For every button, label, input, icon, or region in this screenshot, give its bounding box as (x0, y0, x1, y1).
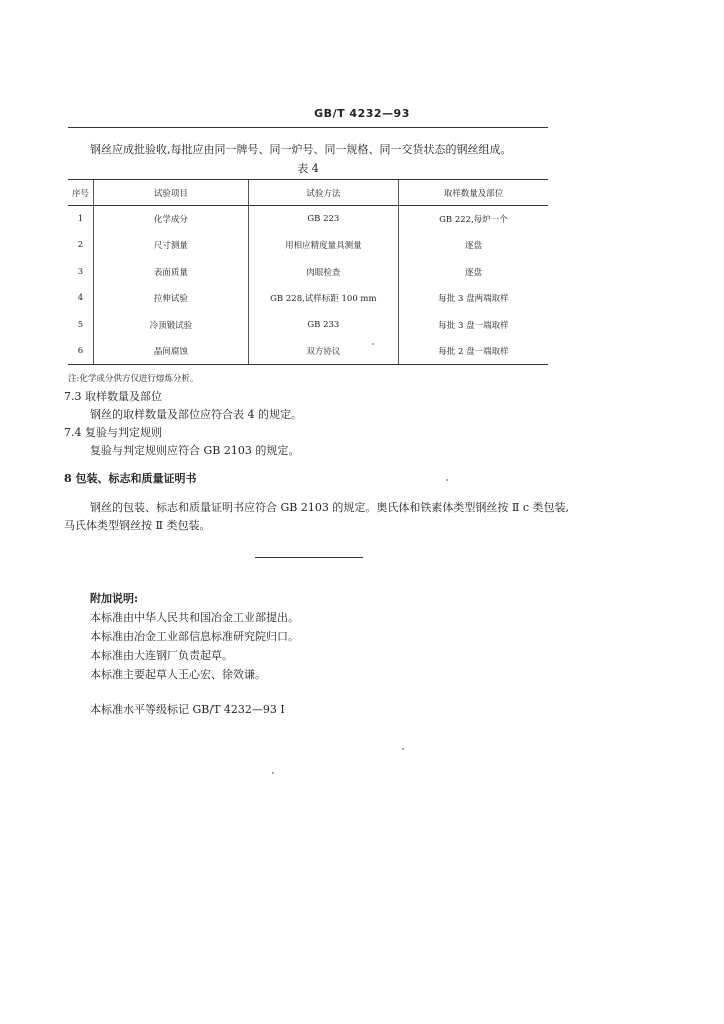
col-header-sampling: 取样数量及部位 (398, 180, 548, 206)
table-caption: 表 4 (297, 162, 319, 175)
cell-test-item: 表面质量 (93, 259, 248, 286)
scan-speck (272, 772, 274, 774)
table-row (68, 312, 548, 339)
appendix-line: 本标准由冶金工业部信息标准研究院归口。 (90, 630, 299, 643)
table-row (68, 232, 548, 259)
table-row (68, 259, 548, 286)
section-7-4-title: 7.4 复验与判定规则 (64, 426, 162, 439)
appendix-line: 本标准由大连钢厂负责起草。 (90, 649, 233, 662)
cell-test-method: 肉眼检查 (248, 259, 398, 286)
cell-no: 2 (77, 240, 84, 251)
cell-sampling: GB 222,每炉一个 (398, 206, 548, 233)
cell-test-method: 用相应精度量具测量 (248, 232, 398, 259)
cell-no: 4 (77, 293, 84, 304)
table-header-row (68, 180, 548, 206)
section-8-text-line1: 钢丝的包装、标志和质量证明书应符合 GB 2103 的规定。奥氏体和铁素体类型钢丝按 Ⅱ c 类包装, (90, 501, 569, 514)
section-7-3-text: 钢丝的取样数量及部位应符合表 4 的规定。 (90, 408, 302, 421)
end-separator-rule (255, 557, 363, 558)
cell-no: 1 (77, 214, 84, 224)
cell-sampling: 每批 3 盘两端取样 (398, 285, 548, 312)
scan-speck (402, 748, 404, 750)
standard-level-mark: 本标准水平等级标记 GB/T 4232—93 I (90, 703, 285, 716)
sampling-table (68, 179, 548, 365)
cell-sampling: 逐盘 (398, 259, 548, 286)
cell-sampling: 逐盘 (398, 232, 548, 259)
intro-paragraph: 钢丝应成批验收,每批应由同一牌号、同一炉号、同一规格、同一交货状态的钢丝组成。 (90, 143, 512, 156)
col-header-test-method: 试验方法 (248, 180, 398, 206)
cell-test-item: 拉伸试验 (93, 285, 248, 312)
appendix-line: 本标准由中华人民共和国冶金工业部提出。 (90, 611, 299, 624)
cell-test-method: 双方协议 (248, 338, 398, 365)
scan-speck (446, 479, 448, 481)
cell-test-method: GB 223 (248, 206, 398, 233)
cell-test-method: GB 228,试样标距 100 mm (248, 285, 398, 312)
cell-test-method: GB 233 (248, 312, 398, 339)
col-header-test-item: 试验项目 (93, 180, 248, 206)
section-7-3-title: 7.3 取样数量及部位 (64, 390, 162, 403)
header-rule (68, 127, 548, 128)
cell-test-item: 尺寸测量 (93, 232, 248, 259)
cell-test-item: 冷顶锻试验 (93, 312, 248, 339)
table-row (68, 338, 548, 365)
table-row (68, 285, 548, 312)
cell-no: 5 (77, 319, 84, 330)
cell-sampling: 每批 3 盘一端取样 (398, 312, 548, 339)
appendix-line: 本标准主要起草人王心宏、徐效谦。 (90, 668, 266, 681)
section-8-text-line2: 马氏体类型钢丝按 Ⅱ 类包装。 (64, 519, 211, 532)
cell-sampling: 每批 2 盘一端取样 (398, 338, 548, 365)
cell-no: 6 (68, 338, 93, 365)
cell-no: 3 (77, 266, 84, 277)
table-row (68, 206, 548, 233)
section-8-title: 8 包装、标志和质量证明书 (64, 472, 197, 485)
standard-number-header: GB/T 4232—93 (314, 107, 410, 120)
table-note: 注:化学成分供方仅进行熔炼分析。 (68, 374, 199, 384)
col-header-no: 序号 (68, 180, 93, 206)
cell-test-item: 晶间腐蚀 (93, 338, 248, 365)
appendix-title: 附加说明: (90, 592, 139, 605)
scan-speck (372, 343, 374, 345)
section-7-4-text: 复验与判定规则应符合 GB 2103 的规定。 (90, 444, 300, 457)
cell-test-item: 化学成分 (93, 206, 248, 233)
